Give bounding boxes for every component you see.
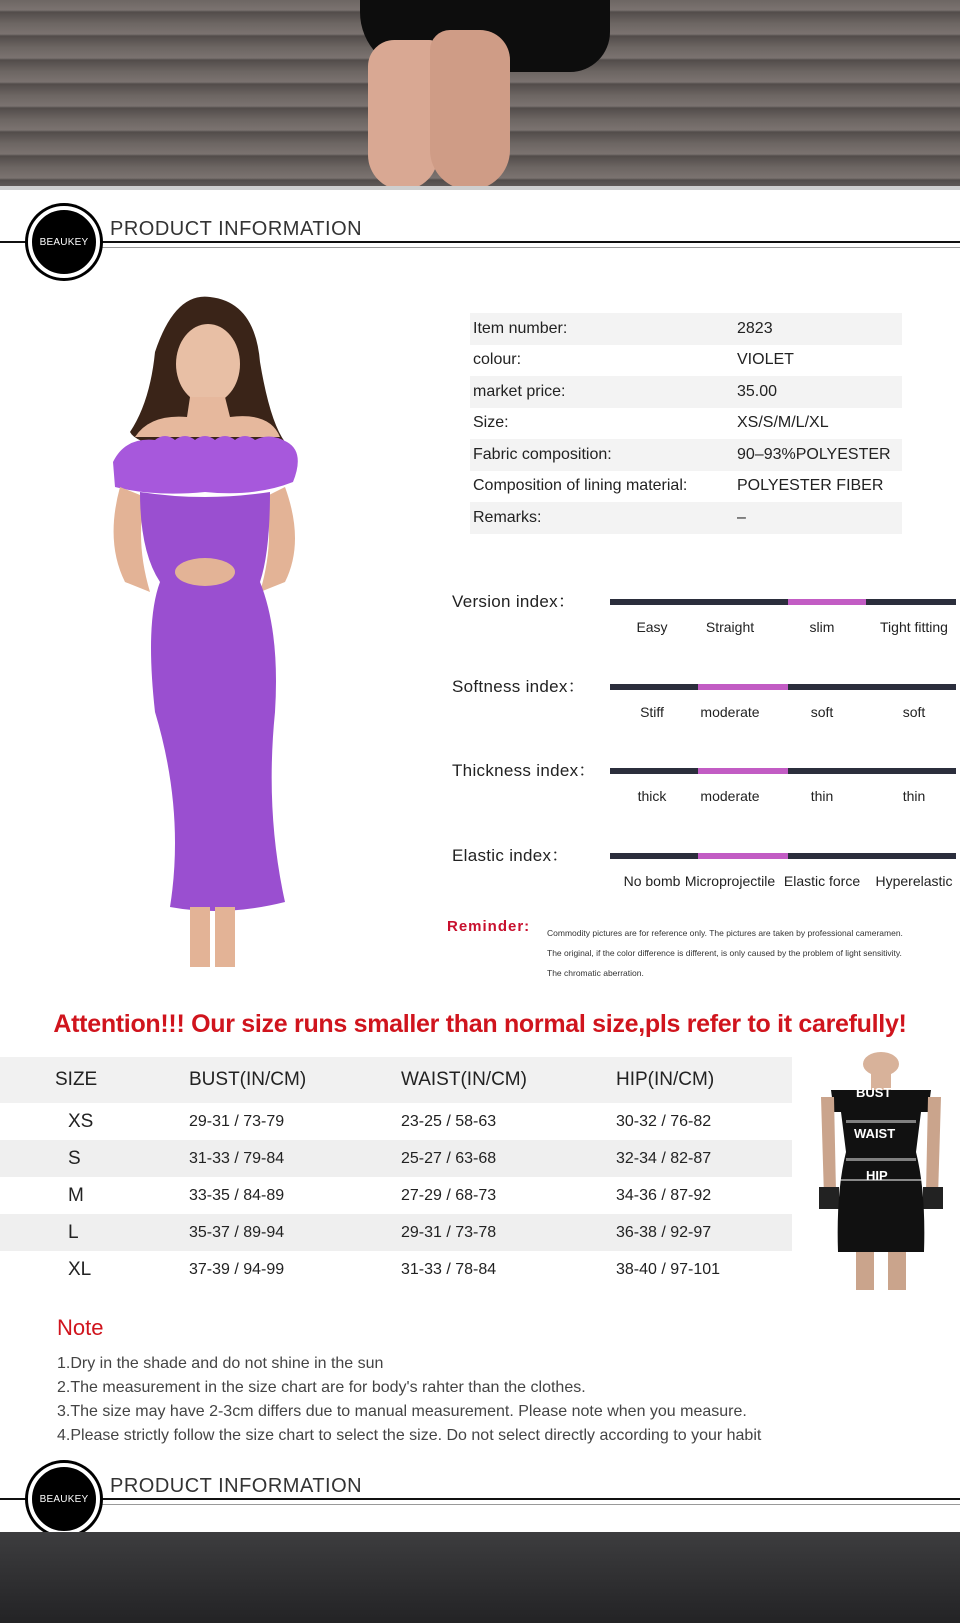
index-scale: [452, 756, 960, 816]
bust-label: BUST: [856, 1085, 892, 1100]
info-row: [470, 408, 902, 440]
index-selected-segment: [698, 853, 788, 859]
index-bar: [610, 853, 956, 859]
info-value: –: [737, 508, 746, 526]
top-product-photo: [0, 0, 960, 190]
index-option: No bomb: [623, 873, 681, 889]
index-option: Tight fitting: [880, 619, 948, 635]
index-label: Softness index：: [452, 677, 586, 696]
photo-edge: [0, 186, 960, 190]
index-scale: [452, 841, 960, 901]
size-row: [0, 1103, 792, 1140]
note-item: 4.Please strictly follow the size chart to select the size. Do not select directly according to your habit: [57, 1427, 762, 1444]
brand-logo-text: BEAUKEY: [39, 236, 89, 248]
info-value: 90–93%POLYESTER: [737, 445, 891, 463]
info-label: market price:: [473, 382, 566, 400]
reminder-line: The chromatic aberration.: [547, 968, 644, 978]
size-cell: 38-40 / 97-101: [616, 1260, 721, 1278]
size-row: [0, 1251, 792, 1288]
index-bar: [610, 684, 956, 690]
info-row: [470, 345, 902, 377]
waist-label: WAIST: [854, 1126, 896, 1141]
note-list: [57, 1352, 761, 1448]
info-row: [470, 502, 902, 534]
info-row: [470, 471, 902, 503]
index-option: Easy: [636, 619, 668, 635]
size-cell: 29-31 / 73-78: [401, 1223, 497, 1241]
size-warning: Attention!!! Our size runs smaller than normal size,pls refer to it carefully!: [53, 1010, 907, 1038]
header-divider: [0, 241, 960, 243]
header-bust: BUST(IN/CM): [189, 1069, 307, 1090]
note-title: Note: [57, 1315, 104, 1340]
measurement-diagram: [816, 1052, 946, 1292]
index-option: Stiff: [640, 704, 664, 720]
size-cell: XL: [68, 1258, 92, 1280]
size-cell: S: [68, 1147, 81, 1169]
info-label: Composition of lining material:: [473, 477, 688, 495]
size-cell: 25-27 / 63-68: [401, 1149, 497, 1167]
reminder-text: [547, 923, 903, 983]
leg-right: [430, 30, 510, 190]
size-cell: 37-39 / 94-99: [189, 1260, 285, 1278]
note-item: 1.Dry in the shade and do not shine in the sun: [57, 1355, 384, 1372]
info-row: [470, 376, 902, 408]
size-cell: 32-34 / 82-87: [616, 1149, 712, 1167]
index-scale: [452, 587, 960, 647]
size-cell: 31-33 / 78-84: [401, 1260, 497, 1278]
info-value: 2823: [737, 319, 773, 337]
header-divider-thin: [60, 247, 960, 248]
brand-logo: [28, 206, 100, 278]
size-cell: L: [68, 1221, 79, 1243]
info-label: Item number:: [473, 319, 568, 337]
index-bar: [610, 768, 956, 774]
index-scale: [452, 672, 960, 732]
size-cell: M: [68, 1184, 84, 1206]
size-cell: 23-25 / 58-63: [401, 1112, 497, 1130]
index-option: Straight: [705, 619, 755, 635]
size-cell: 27-29 / 68-73: [401, 1186, 497, 1204]
info-label: colour:: [473, 351, 522, 369]
size-cell: 36-38 / 92-97: [616, 1223, 712, 1241]
index-selected-segment: [698, 684, 788, 690]
index-option: Microprojectile: [684, 873, 776, 889]
size-cell: 33-35 / 84-89: [189, 1186, 285, 1204]
size-cell: 29-31 / 73-79: [189, 1112, 285, 1130]
index-option: Hyperelastic: [875, 873, 953, 889]
info-value: POLYESTER FIBER: [737, 477, 884, 495]
info-label: Fabric composition:: [473, 445, 612, 463]
info-row: [470, 439, 902, 471]
index-option: Elastic force: [783, 873, 861, 889]
index-label: Thickness index：: [452, 761, 596, 780]
size-cell: 35-37 / 89-94: [189, 1223, 285, 1241]
info-label: Size:: [473, 414, 509, 432]
reminder-line: Commodity pictures are for reference only. The pictures are taken by professional cameramen.: [547, 928, 903, 938]
header-size: SIZE: [55, 1069, 98, 1090]
bottom-product-photo: [0, 1532, 960, 1623]
index-option: soft: [902, 704, 926, 720]
size-chart-header: [0, 1057, 792, 1103]
size-cell: 30-32 / 76-82: [616, 1112, 712, 1130]
index-option: thin: [902, 788, 926, 804]
size-chart-table: [0, 1057, 792, 1288]
size-row: [0, 1214, 792, 1251]
section-title: PRODUCT INFORMATION: [110, 218, 363, 240]
note-item: 3.The size may have 2-3cm differs due to manual measurement. Please note when you measure.: [57, 1403, 747, 1420]
hip-label: HIP: [866, 1168, 888, 1183]
size-cell: 34-36 / 87-92: [616, 1186, 712, 1204]
info-row: [470, 313, 902, 345]
header-divider: [0, 1498, 960, 1500]
index-selected-segment: [788, 599, 866, 605]
section-header: [0, 1453, 960, 1533]
info-label: Remarks:: [473, 508, 542, 526]
info-value: VIOLET: [737, 351, 794, 369]
info-value: XS/S/M/L/XL: [737, 414, 829, 432]
leg-left: [368, 40, 438, 190]
note-item: 2.The measurement in the size chart are for body's rahter than the clothes.: [57, 1379, 586, 1396]
product-info-table: [470, 313, 902, 534]
index-option: slim: [809, 619, 835, 635]
header-waist: WAIST(IN/CM): [401, 1069, 527, 1090]
brand-logo: [28, 1463, 100, 1535]
reminder-line: The original, if the color difference is different, is only caused by the problem of light sensitivity.: [547, 948, 902, 958]
index-label: Elastic index：: [452, 846, 569, 865]
index-option: thick: [637, 788, 667, 804]
size-cell: 31-33 / 79-84: [189, 1149, 285, 1167]
size-cell: XS: [68, 1110, 94, 1132]
header-divider-thin: [60, 1504, 960, 1505]
index-selected-segment: [698, 768, 788, 774]
section-header: [0, 196, 960, 276]
index-label: Version index：: [452, 592, 576, 611]
reminder-label: Reminder:: [447, 918, 531, 935]
size-row: [0, 1177, 792, 1214]
info-value: 35.00: [737, 382, 778, 400]
header-hip: HIP(IN/CM): [616, 1069, 715, 1090]
section-title: PRODUCT INFORMATION: [110, 1475, 363, 1497]
brand-logo-text: BEAUKEY: [39, 1493, 89, 1505]
size-row: [0, 1140, 792, 1177]
index-option: soft: [810, 704, 834, 720]
index-option: thin: [810, 788, 834, 804]
index-option: moderate: [700, 704, 760, 720]
index-bar: [610, 599, 956, 605]
model-photo: [95, 292, 315, 982]
index-option: moderate: [700, 788, 760, 804]
